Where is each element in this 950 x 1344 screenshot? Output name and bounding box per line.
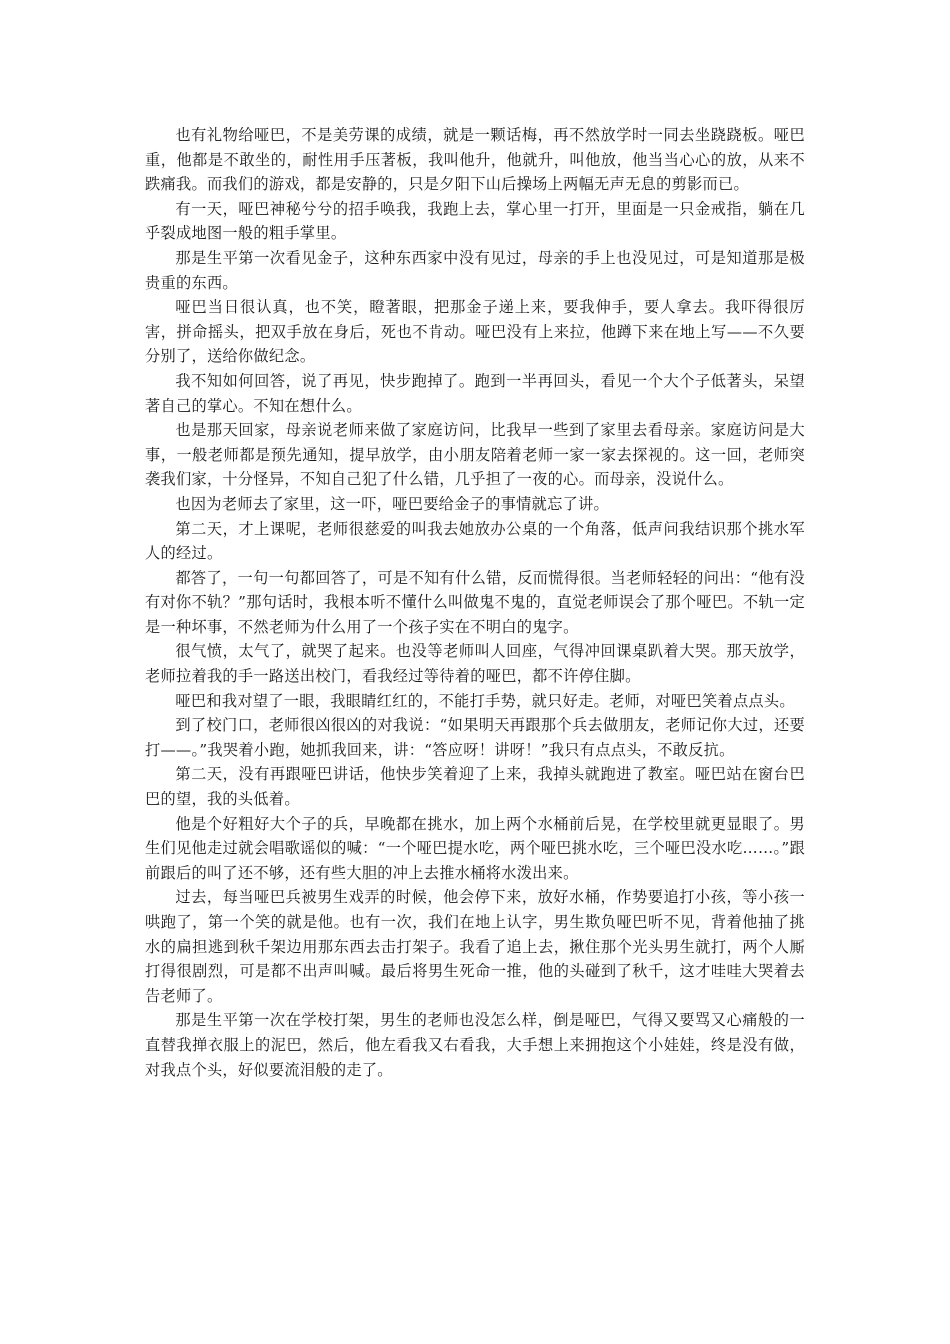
paragraph: 第二天，没有再跟哑巴讲话，他快步笑着迎了上来，我掉头就跑进了教室。哑巴站在窗台巴巴的望，我的头低着。	[145, 765, 805, 809]
paragraph: 到了校门口，老师很凶很凶的对我说：“如果明天再跟那个兵去做朋友，老师记你大过，还要打——。”我哭着小跑，她抓我回来，讲：“答应呀！讲呀！”我只有点点头，不敢反抗。	[145, 716, 805, 759]
paragraph: 那是生平第一次看见金子，这种东西家中没有见过，母亲的手上也没见过，可是知道那是极贵重的东西。	[145, 248, 805, 292]
paragraph: 也有礼物给哑巴，不是美劳课的成绩，就是一颗话梅，再不然放学时一同去坐跷跷板。哑巴重，他都是不敢坐的，耐性用手压著板，我叫他升，他就升，叫他放，他当当心心的放，从来不跌痛我。而我们的游戏，都是安静的，只是夕阳下山后操场上两幅无声无息的剪影而已。	[145, 126, 805, 194]
paragraph: 他是个好粗好大个子的兵，早晚都在挑水，加上两个水桶前后晃，在学校里就更显眼了。男生们见他走过就会唱歌谣似的喊：“一个哑巴提水吃，两个哑巴挑水吃，三个哑巴没水吃……。”跟前跟后的叫了还不够，还有些大胆的冲上去推水桶将水泼出来。	[145, 814, 805, 882]
paragraph: 过去，每当哑巴兵被男生戏弄的时候，他会停下来，放好水桶，作势要追打小孩，等小孩一哄跑了，第一个笑的就是他。也有一次，我们在地上认字，男生欺负哑巴听不见，背着他抽了挑水的扁担逃到秋千架边用那东西去击打架子。我看了追上去，揪住那个光头男生就打，两个人厮打得很剧烈，可是都不出声叫喊。最后将男生死命一推，他的头碰到了秋千，这才哇哇大哭着去告老师了。	[145, 888, 805, 1005]
paragraph: 哑巴和我对望了一眼，我眼睛红红的，不能打手势，就只好走。老师，对哑巴笑着点点头。	[175, 691, 795, 710]
paragraph: 第二天，才上课呢，老师很慈爱的叫我去她放办公桌的一个角落，低声问我结识那个挑水军人的经过。	[145, 519, 805, 563]
paragraph: 那是生平第一次在学校打架，男生的老师也没怎么样，倒是哑巴，气得又要骂又心痛般的一直替我掸衣服上的泥巴，然后，他左看我又右看我，大手想上来拥抱这个小娃娃，终是没有做，对我点个头，好似要流泪般的走了。	[145, 1011, 805, 1079]
paragraph: 都答了，一句一句都回答了，可是不知有什么错，反而慌得很。当老师轻轻的问出：“他有没有对你不轨？”那句话时，我根本听不懂什么叫做鬼不鬼的，直觉老师误会了那个哑巴。不轨一定是一种坏事，不然老师为什么用了一个孩子实在不明白的鬼字。	[145, 568, 805, 636]
paragraph: 很气愤，太气了，就哭了起来。也没等老师叫人回座，气得冲回课桌趴着大哭。那天放学，老师拉着我的手一路送出校门，看我经过等待着的哑巴，都不许停住脚。	[145, 642, 805, 686]
paragraph: 也是那天回家，母亲说老师来做了家庭访问，比我早一些到了家里去看母亲。家庭访问是大事，一般老师都是预先通知，提早放学，由小朋友陪着老师一家一家去探视的。这一回，老师突袭我们家，十分怪异，不知自己犯了什么错，几乎担了一夜的心。而母亲，没说什么。	[145, 421, 805, 489]
paragraph: 也因为老师去了家里，这一吓，哑巴要给金子的事情就忘了讲。	[175, 494, 610, 513]
paragraph: 有一天，哑巴神秘兮兮的招手唤我，我跑上去，掌心里一打开，里面是一只金戒指，躺在几乎裂成地图一般的粗手掌里。	[145, 199, 805, 243]
paragraph: 我不知如何回答，说了再见，快步跑掉了。跑到一半再回头，看见一个大个子低著头，呆望著自己的掌心。不知在想什么。	[145, 371, 805, 415]
paragraph: 哑巴当日很认真，也不笑，瞪著眼，把那金子递上来，要我伸手，要人拿去。我吓得很厉害，拼命摇头，把双手放在身后，死也不肯动。哑巴没有上来拉，他蹲下来在地上写——不久要分别了，送给你做纪念。	[145, 298, 805, 366]
document-page	[145, 123, 805, 1082]
